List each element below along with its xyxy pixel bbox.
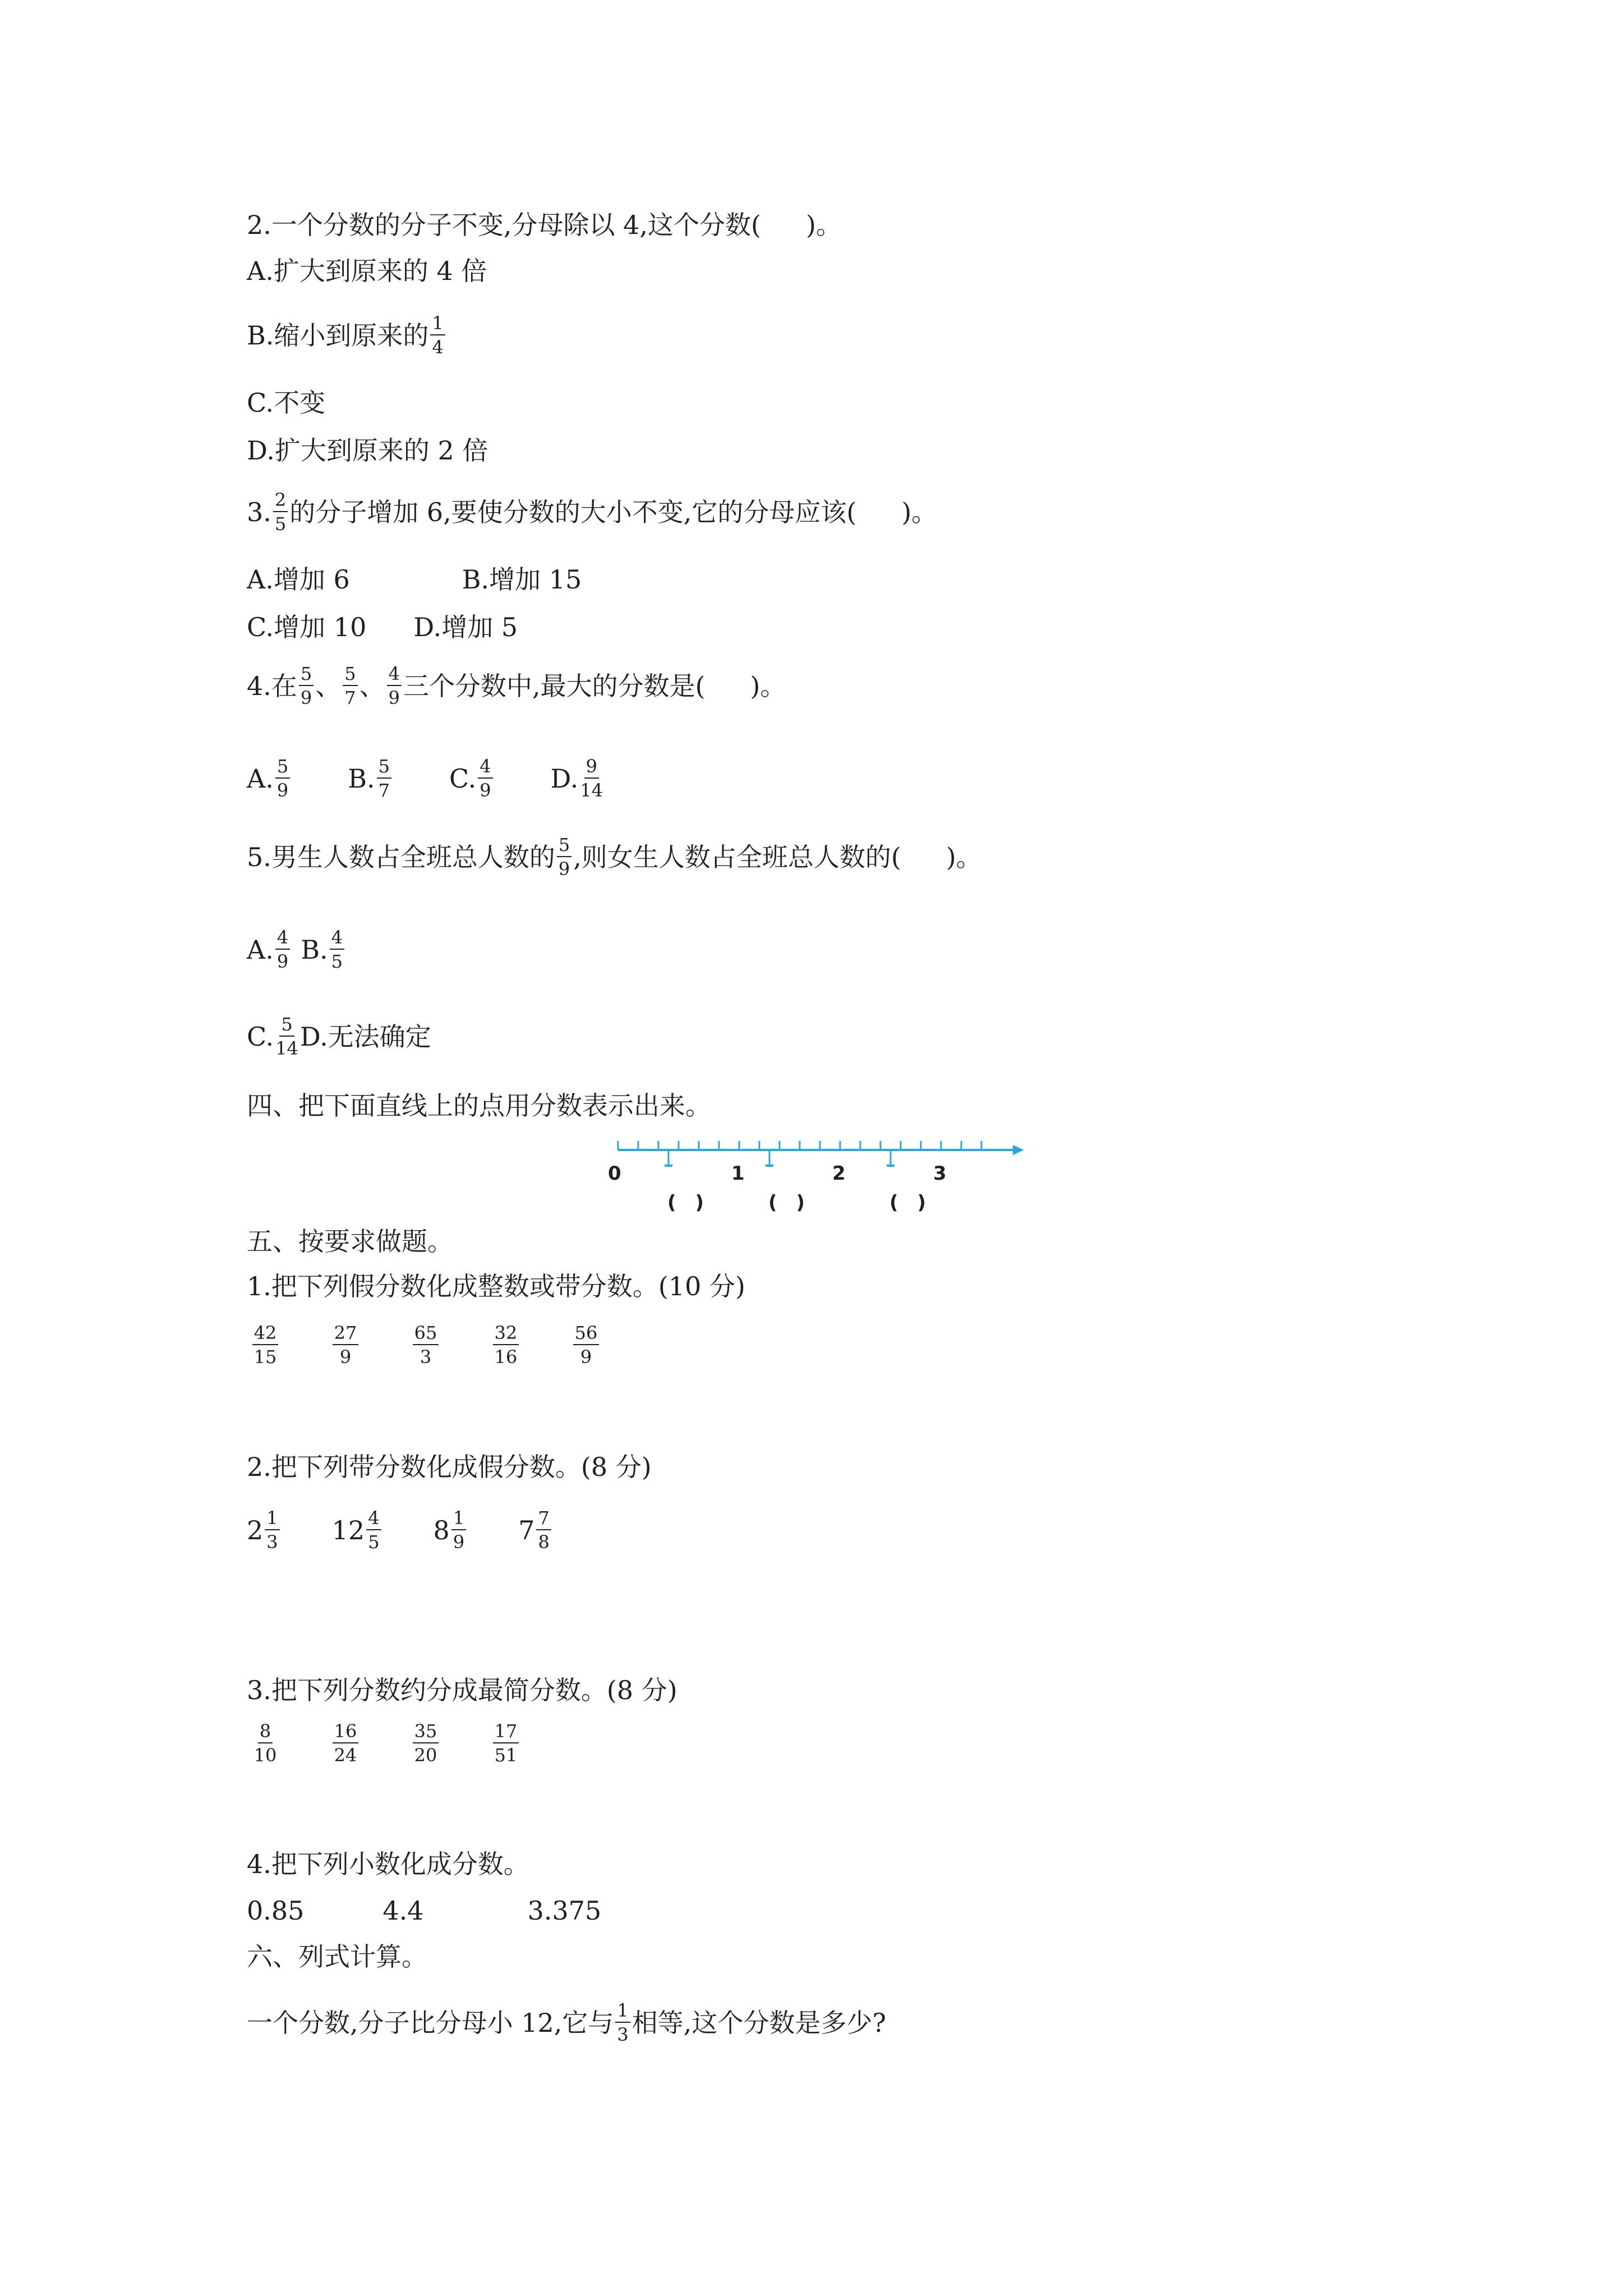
fractions-to-simplify bbox=[247, 1722, 524, 1764]
mixed-numbers bbox=[247, 1509, 553, 1551]
q4-prefix: 4.在 bbox=[247, 670, 297, 701]
q4-stem bbox=[247, 665, 786, 707]
decimal-value: 0.85 bbox=[247, 1895, 305, 1926]
q3-option-d[interactable]: D.增加 5 bbox=[413, 612, 518, 642]
q2-option-a-text: A.扩大到原来的 4 倍 bbox=[247, 256, 487, 286]
fraction bbox=[387, 665, 402, 707]
fraction bbox=[409, 1722, 442, 1764]
fraction bbox=[343, 665, 357, 707]
answer-blank-1[interactable]: ( ) bbox=[667, 1191, 704, 1214]
answer-blank-3[interactable]: ( ) bbox=[889, 1191, 926, 1214]
tick-label-3: 3 bbox=[933, 1162, 947, 1185]
q2-option-a[interactable] bbox=[247, 258, 487, 284]
section5-q4-title-text: 4.把下列小数化成分数。 bbox=[247, 1849, 529, 1879]
denominator: 7 bbox=[344, 687, 356, 708]
numerator: 56 bbox=[573, 1324, 600, 1345]
section5-q3-title-text: 3.把下列分数约分成最简分数。(8 分) bbox=[247, 1675, 677, 1705]
option-label: A. bbox=[247, 934, 274, 965]
fraction bbox=[329, 1324, 362, 1366]
fraction bbox=[329, 1722, 362, 1764]
denominator: 9 bbox=[479, 780, 491, 801]
q5-option-c[interactable] bbox=[247, 1015, 300, 1057]
point-arrow-icon bbox=[765, 1165, 774, 1167]
q5-stem-end: )。 bbox=[946, 841, 982, 872]
section4-title bbox=[247, 1093, 711, 1119]
q4-option-d[interactable] bbox=[551, 757, 605, 799]
point-arrow-icon bbox=[886, 1165, 895, 1167]
fraction bbox=[489, 1722, 523, 1764]
numerator: 42 bbox=[252, 1324, 279, 1345]
fraction bbox=[536, 1509, 551, 1551]
q2-stem-end: )。 bbox=[805, 210, 842, 240]
denominator: 8 bbox=[538, 1531, 550, 1553]
denominator: 4 bbox=[432, 337, 444, 358]
numerator: 5 bbox=[343, 665, 357, 686]
section5-q1-title-text: 1.把下列假分数化成整数或带分数。(10 分) bbox=[247, 1271, 745, 1301]
tick-label-1: 1 bbox=[731, 1162, 745, 1185]
tick-label-0: 0 bbox=[608, 1162, 621, 1185]
numerator: 8 bbox=[258, 1722, 273, 1743]
denominator: 3 bbox=[419, 1346, 432, 1368]
fraction bbox=[299, 665, 313, 707]
numerator: 1 bbox=[451, 1509, 466, 1530]
q5-options-row1 bbox=[247, 928, 346, 970]
numerator: 7 bbox=[536, 1509, 551, 1530]
q2-option-b[interactable] bbox=[247, 314, 447, 356]
answer-blank-2[interactable]: ( ) bbox=[768, 1191, 805, 1214]
denominator: 5 bbox=[368, 1531, 380, 1553]
section5-q2-title-text: 2.把下列带分数化成假分数。(8 分) bbox=[247, 1452, 652, 1482]
denominator: 51 bbox=[494, 1745, 518, 1766]
axis-arrowhead-icon bbox=[1013, 1145, 1024, 1155]
fraction bbox=[569, 1324, 603, 1366]
q5-option-d[interactable]: D.无法确定 bbox=[299, 1021, 431, 1052]
option-label: C. bbox=[247, 1021, 274, 1052]
option-label: A. bbox=[247, 763, 274, 794]
numerator: 5 bbox=[299, 665, 313, 686]
fraction bbox=[275, 928, 290, 970]
improper-fractions bbox=[247, 1324, 605, 1366]
q2-option-c-text: C.不变 bbox=[247, 388, 326, 418]
numerator: 4 bbox=[330, 928, 344, 950]
denominator: 5 bbox=[274, 513, 287, 535]
q2-option-c[interactable] bbox=[247, 390, 325, 416]
q3-stem-end: )。 bbox=[901, 496, 938, 527]
denominator: 9 bbox=[453, 1531, 465, 1553]
section5-title bbox=[247, 1226, 453, 1257]
denominator: 9 bbox=[580, 1346, 592, 1368]
q3-option-c[interactable]: C.增加 10 bbox=[247, 612, 367, 642]
q3-option-b[interactable]: B.增加 15 bbox=[462, 564, 582, 595]
fraction bbox=[366, 1509, 381, 1551]
fraction bbox=[580, 757, 603, 799]
q4-option-c[interactable] bbox=[449, 757, 495, 799]
q3-options-row1 bbox=[247, 564, 582, 595]
section5-title-text: 五、按要求做题。 bbox=[247, 1226, 453, 1257]
mixed-number bbox=[247, 1509, 282, 1551]
fraction bbox=[489, 1324, 523, 1366]
denominator: 10 bbox=[253, 1745, 277, 1766]
mixed-number bbox=[434, 1509, 468, 1551]
fraction bbox=[265, 1509, 279, 1551]
fraction bbox=[273, 491, 288, 533]
decimal-value: 4.4 bbox=[382, 1895, 424, 1926]
q4-option-a[interactable] bbox=[247, 757, 292, 799]
denominator: 9 bbox=[388, 687, 400, 708]
option-label: B. bbox=[348, 763, 375, 794]
fraction bbox=[478, 757, 492, 799]
fraction bbox=[615, 2001, 630, 2044]
fraction bbox=[451, 1509, 466, 1551]
numerator: 1 bbox=[265, 1509, 279, 1530]
numerator: 4 bbox=[366, 1509, 381, 1530]
q4-options bbox=[247, 757, 605, 799]
option-label: B. bbox=[301, 934, 328, 965]
q2-stem-text: 2.一个分数的分子不变,分母除以 4,这个分数( bbox=[247, 210, 761, 240]
q5-option-b[interactable] bbox=[301, 928, 346, 970]
whole-part: 12 bbox=[331, 1515, 365, 1545]
numerator: 2 bbox=[273, 491, 288, 512]
section6-title bbox=[247, 1941, 427, 1972]
denominator: 5 bbox=[331, 951, 343, 972]
denominator: 24 bbox=[334, 1745, 357, 1766]
point-arrow-icon bbox=[664, 1165, 673, 1167]
fraction bbox=[248, 1722, 282, 1764]
numerator: 5 bbox=[557, 836, 571, 857]
denominator: 3 bbox=[266, 1531, 278, 1553]
numerator: 16 bbox=[333, 1722, 359, 1743]
denominator: 16 bbox=[494, 1346, 518, 1368]
tick-label-2: 2 bbox=[832, 1162, 846, 1185]
problem-text-a: 一个分数,分子比分母小 12,它与 bbox=[247, 2007, 614, 2038]
denominator: 20 bbox=[414, 1745, 437, 1766]
numerator: 5 bbox=[275, 757, 290, 779]
denominator: 9 bbox=[300, 687, 312, 708]
number-line-graphic bbox=[611, 1133, 1038, 1167]
numerator: 35 bbox=[413, 1722, 439, 1743]
numerator: 1 bbox=[615, 2001, 630, 2023]
numerator: 17 bbox=[493, 1722, 519, 1743]
section5-q2-title bbox=[247, 1454, 652, 1480]
q5-stem-text: ,则女生人数占全班总人数的( bbox=[573, 841, 901, 872]
denominator: 9 bbox=[558, 858, 570, 880]
denominator: 14 bbox=[275, 1038, 298, 1059]
q2-option-b-text: B.缩小到原来的 bbox=[247, 320, 429, 351]
q3-stem-text: 的分子增加 6,要使分数的大小不变,它的分母应该( bbox=[289, 496, 857, 527]
q5-prefix: 5.男生人数占全班总人数的 bbox=[247, 841, 555, 872]
mixed-number bbox=[518, 1509, 553, 1551]
numerator: 32 bbox=[493, 1324, 519, 1345]
q5-option-a[interactable] bbox=[247, 928, 292, 970]
decimals-row bbox=[247, 1895, 602, 1926]
numerator: 27 bbox=[333, 1324, 359, 1345]
denominator: 9 bbox=[276, 780, 289, 801]
q2-option-d-text: D.扩大到原来的 2 倍 bbox=[247, 435, 488, 466]
q3-stem bbox=[247, 491, 937, 533]
section6-title-text: 六、列式计算。 bbox=[247, 1941, 427, 1972]
numerator: 65 bbox=[413, 1324, 439, 1345]
q5-stem bbox=[247, 836, 982, 878]
fraction bbox=[248, 1324, 282, 1366]
q4-stem-text: 三个分数中,最大的分数是( bbox=[403, 670, 706, 701]
numerator: 9 bbox=[584, 757, 599, 779]
section5-q1-title bbox=[247, 1273, 745, 1299]
numerator: 4 bbox=[387, 665, 402, 686]
denominator: 3 bbox=[617, 2024, 629, 2045]
decimal-value: 3.375 bbox=[527, 1895, 602, 1926]
problem-text-b: 相等,这个分数是多少? bbox=[631, 2007, 887, 2038]
q5-options-row2 bbox=[247, 1015, 431, 1057]
q4-option-b[interactable] bbox=[348, 757, 393, 799]
section4-title-text: 四、把下面直线上的点用分数表示出来。 bbox=[247, 1091, 711, 1121]
denominator: 9 bbox=[276, 951, 289, 972]
fraction bbox=[409, 1324, 442, 1366]
fraction bbox=[275, 757, 290, 799]
q2-stem bbox=[247, 212, 842, 238]
fraction bbox=[275, 1015, 298, 1057]
separator: 、 bbox=[359, 670, 385, 701]
fraction bbox=[557, 836, 571, 878]
q3-number: 3. bbox=[247, 496, 271, 527]
q2-option-d[interactable] bbox=[247, 435, 488, 466]
numerator: 4 bbox=[275, 928, 290, 950]
numerator: 1 bbox=[430, 314, 445, 335]
section5-q4-title bbox=[247, 1851, 529, 1877]
option-label: C. bbox=[449, 763, 477, 794]
section6-problem bbox=[247, 2001, 886, 2044]
whole-part: 7 bbox=[518, 1515, 535, 1545]
numerator: 4 bbox=[478, 757, 492, 779]
whole-part: 2 bbox=[247, 1515, 264, 1545]
numerator: 5 bbox=[279, 1015, 294, 1037]
whole-part: 8 bbox=[433, 1515, 450, 1545]
q4-stem-end: )。 bbox=[750, 670, 786, 701]
fraction bbox=[330, 928, 344, 970]
q3-option-a[interactable]: A.增加 6 bbox=[247, 564, 350, 595]
fraction bbox=[377, 757, 391, 799]
option-label: D. bbox=[550, 763, 579, 794]
mixed-number bbox=[332, 1509, 383, 1551]
q3-options-row2 bbox=[247, 614, 518, 640]
fraction bbox=[430, 314, 445, 356]
separator: 、 bbox=[315, 670, 342, 701]
denominator: 14 bbox=[580, 780, 603, 801]
section5-q3-title bbox=[247, 1677, 677, 1703]
number-line bbox=[608, 1133, 1038, 1228]
denominator: 7 bbox=[378, 780, 390, 801]
numerator: 5 bbox=[377, 757, 391, 779]
denominator: 9 bbox=[339, 1346, 352, 1368]
denominator: 15 bbox=[253, 1346, 277, 1368]
